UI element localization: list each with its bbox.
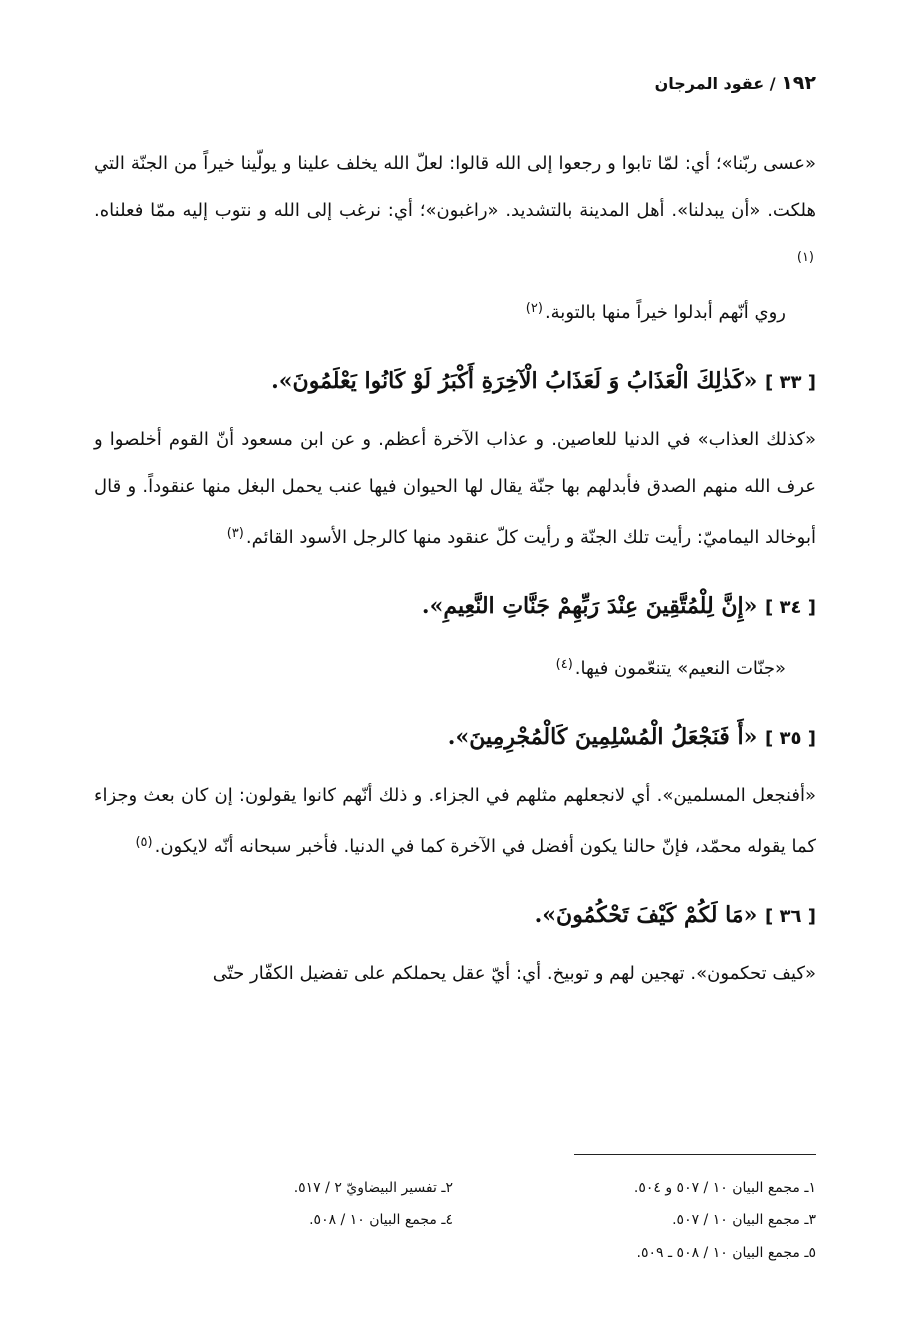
verse-number: [ ٣٦ ] [765,906,816,927]
verse-heading [94,358,816,406]
verse-text: «مَا لَكُمْ كَيْفَ تَحْكُمُونَ». [534,902,758,928]
footnote-ref: (٢) [525,301,543,316]
verse-heading [94,892,816,940]
verse-number: [ ٣٥ ] [765,728,816,749]
verse-text: «كَذٰلِكَ الْعَذَابُ وَ لَعَذَابُ الْآخِرَةِ أَكْبَرُ لَوْ كَانُوا يَعْلَمُونَ». [271,368,758,394]
commentary-paragraph: «عسى ربّنا»؛ أي: لمّا تابوا و رجعوا إلى الله قالوا: لعلّ الله يخلف علينا و يولّينا خيراً من الجنّة التي هلكت. «أن يبدلنا». أهل المدينة بالتشديد. «راغبون»؛ أي: نرغب إلى الله و نتوب إليه ممّا فعلناه.$^{(١)}$ [94,153,816,265]
commentary-paragraph: روي أنّهم أبدلوا خيراً منها بالتوبة.$^{(٢)}$ [525,301,786,323]
verse-number: [ ٣٣ ] [765,372,816,393]
commentary-paragraph: «أفنجعل المسلمين». أي لانجعلهم مثلهم في الجزاء. و ذلك أنّهم كانوا يقولون: إن كان بعث وجزاء كما يقوله محمّد، فإنّ حالنا يكون أفضل في الآخرة كما في الدنيا. فأخبر سبحانه أنّه لايكون.$^{(٥)}$ [94,785,816,857]
footnote-1: ١ـ مجمع البيان ١٠ / ٥٠٧ و ٥٠٤. [633,1180,816,1196]
verse-number: [ ٣٤ ] [765,597,816,618]
verse-text: «أَ فَنَجْعَلُ الْمُسْلِمِينَ كَالْمُجْرِمِينَ». [447,724,758,750]
book-title: عقود المرجان [654,74,765,93]
commentary-paragraph: «كيف تحكمون». تهجين لهم و توبيخ. أي: أيّ عقل يحملكم على تفضيل الكفّار حتّى [212,963,816,984]
footnote-ref: (٣) [226,526,244,541]
footnote-3: ٣ـ مجمع البيان ١٠ / ٥٠٧. [672,1212,816,1228]
footnote-ref: (٤) [555,657,573,672]
verse-heading [94,583,816,631]
footnote-divider [574,1154,816,1155]
footnote-2: ٢ـ تفسير البيضاويّ ٢ / ٥١٧. [293,1180,453,1196]
page-number: ١٩٢ [781,72,816,94]
footnote-5: ٥ـ مجمع البيان ١٠ / ٥٠٨ ـ ٥٠٩. [636,1245,816,1261]
commentary-paragraph: «جنّات النعيم» يتنعّمون فيها.$^{(٤)}$ [555,657,786,679]
header-separator: / [769,74,776,93]
footnote-4: ٤ـ مجمع البيان ١٠ / ٥٠٨. [309,1212,453,1228]
page-header [316,72,816,94]
commentary-paragraph: «كذلك العذاب» في الدنيا للعاصين. و عذاب الآخرة أعظم. و عن ابن مسعود أنّ القوم أخلصوا و عرف الله منهم الصدق فأبدلهم بها جنّة يقال لها الحيوان فيها عنب يحمل البغل منها عنقوداً. و قال أبوخالد اليماميّ: رأيت تلك الجنّة و رأيت كلّ عنقود منها كالرجل الأسود القائم.$^{(٣)}$ [94,429,816,548]
page-body [94,140,816,997]
verse-text: «إِنَّ لِلْمُتَّقِينَ عِنْدَ رَبِّهِمْ جَنَّاتِ النَّعِيمِ». [421,593,758,619]
footnote-ref: (٥) [135,835,153,850]
footnote-ref: (١) [796,250,814,265]
verse-heading [94,714,816,762]
